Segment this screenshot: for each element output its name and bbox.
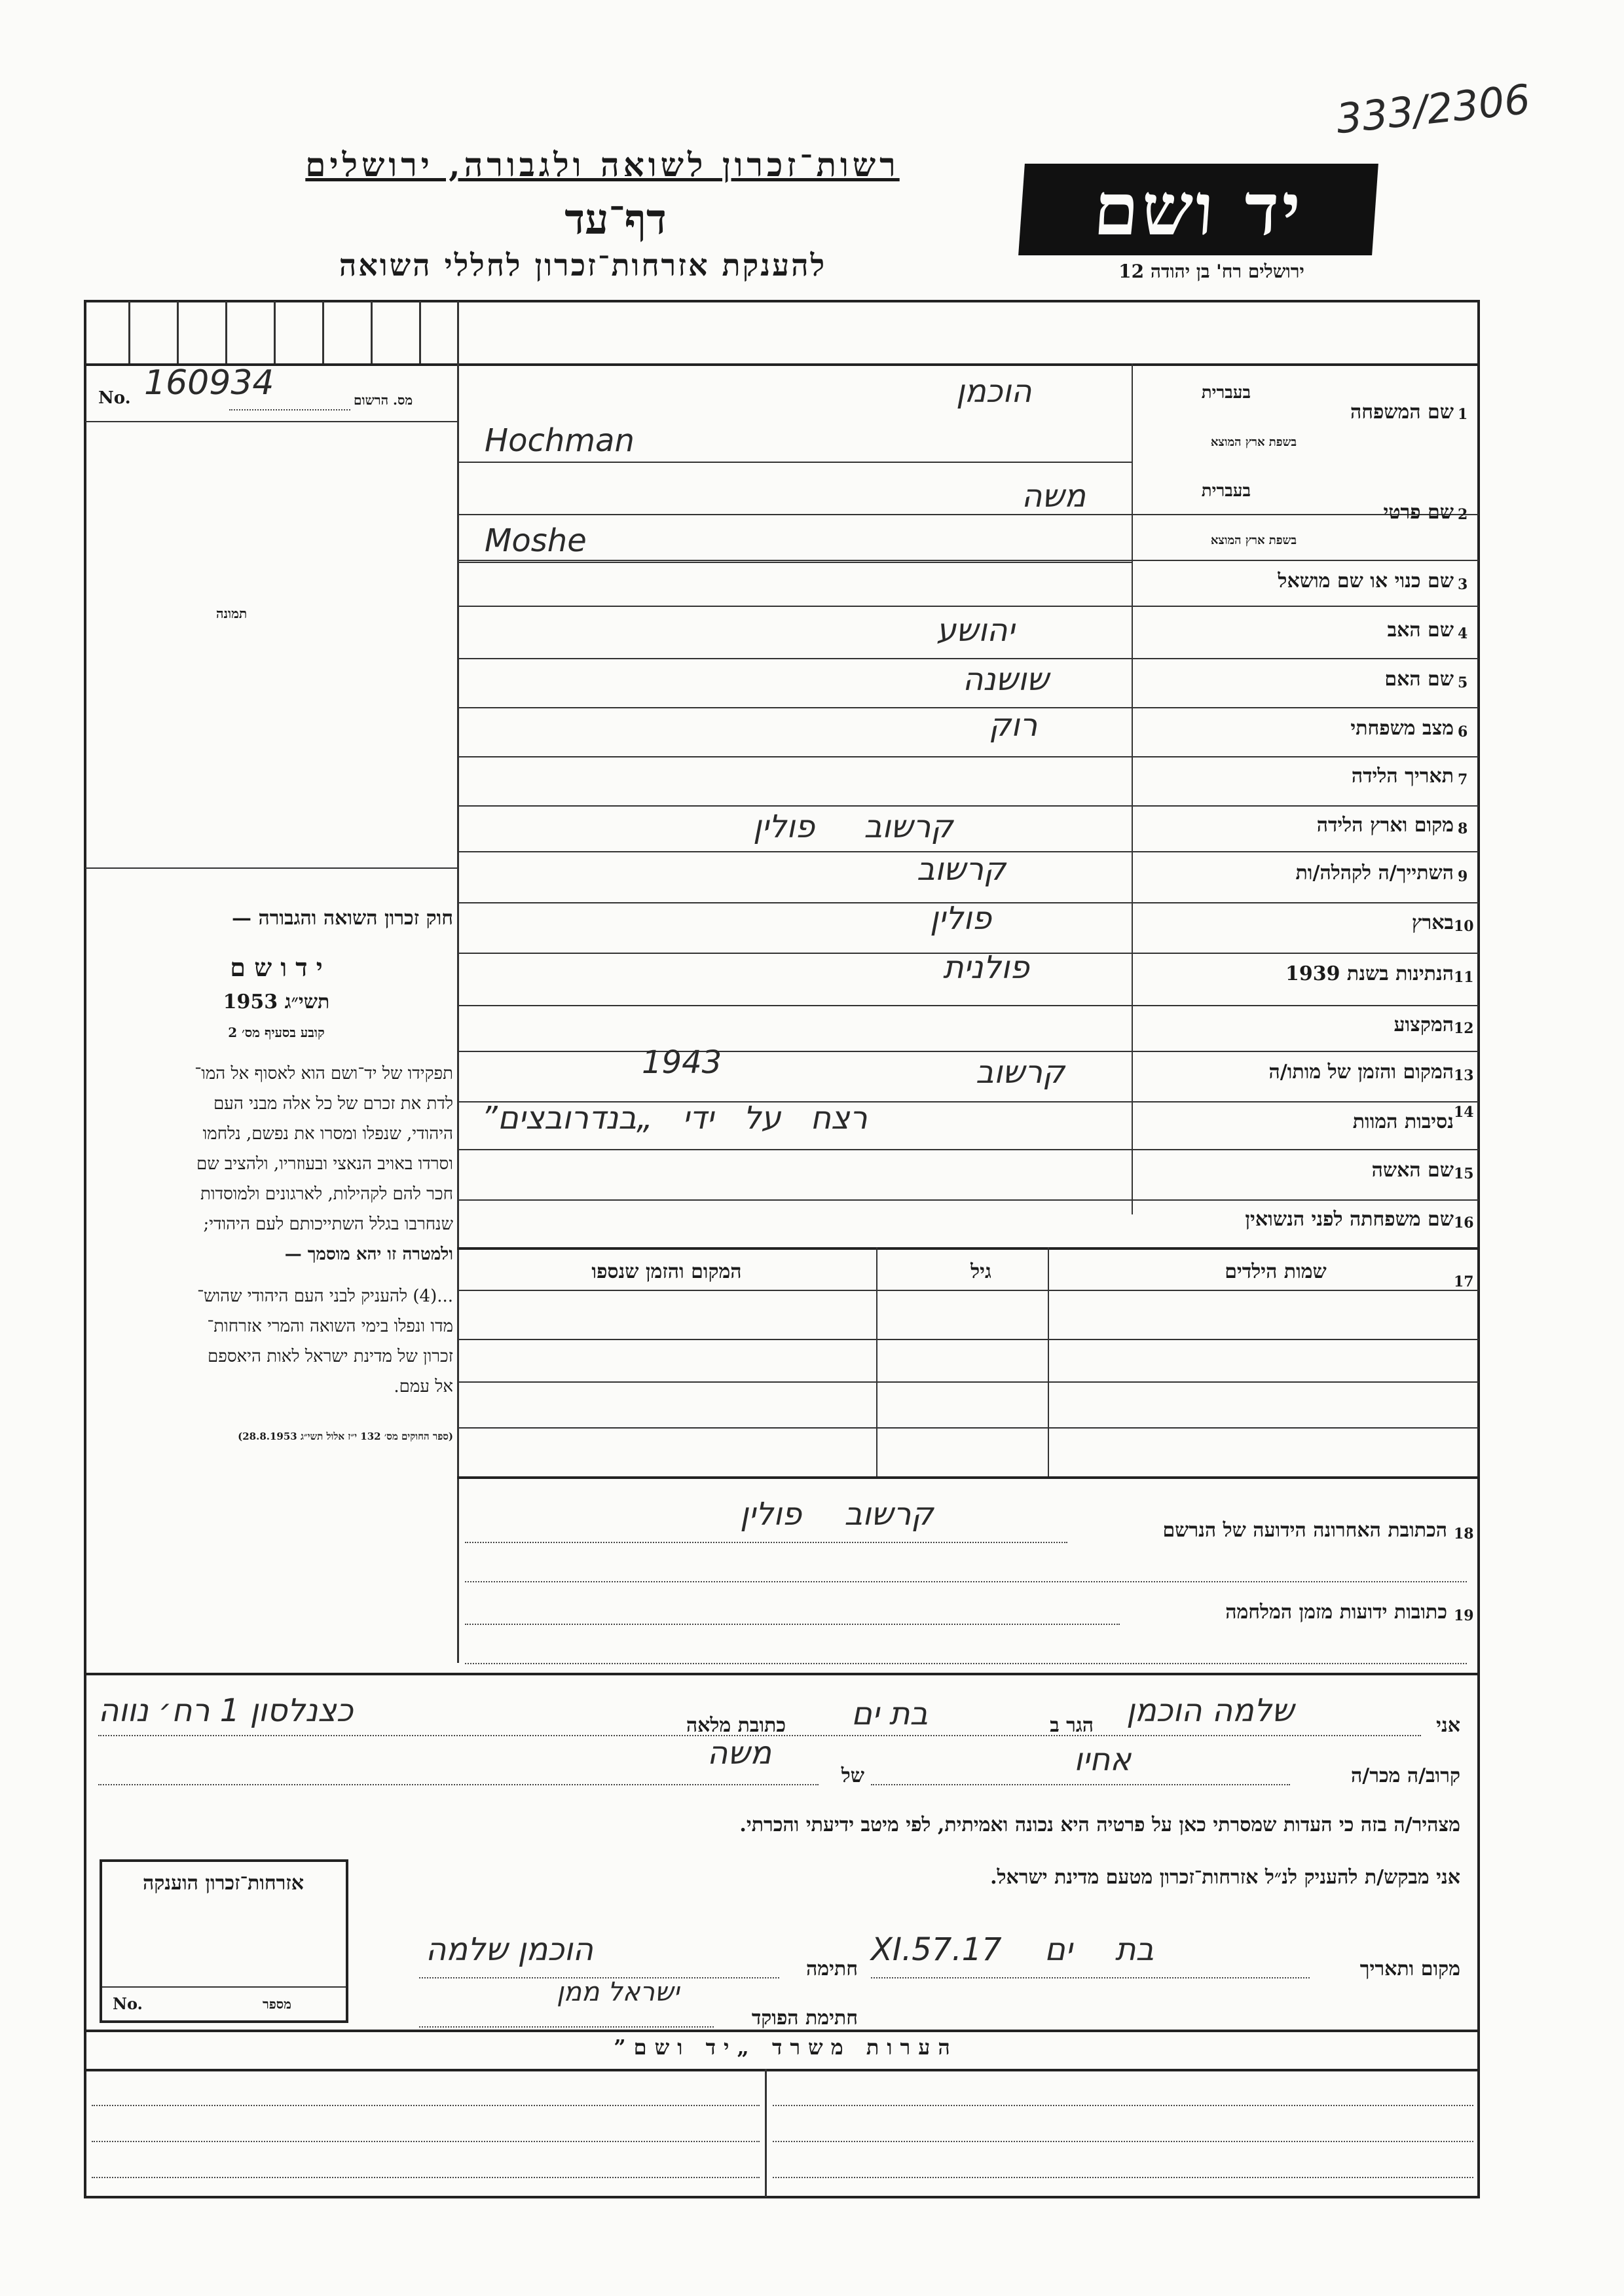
law-year: תשי״ג 1953	[223, 991, 330, 1013]
row-line	[457, 658, 1479, 659]
law-title: חוק זכרון השואה והגבורה —	[232, 907, 453, 930]
decl-resides-label: הגר ב	[1050, 1714, 1094, 1737]
field-19-number: 19	[1454, 1607, 1474, 1624]
form-subtitle: להענקת אזרחות־זכרון לחללי השואה	[339, 247, 827, 283]
field-17-number: 17	[1454, 1273, 1474, 1290]
law-line: שנחרבו בגלל השתייכותם לעם היהודי;	[203, 1214, 453, 1234]
registration-label: מס. הרשום	[354, 392, 413, 408]
field-12-label: המקצוע	[1393, 1013, 1454, 1036]
tick	[371, 301, 373, 363]
photo-label: תמונה	[216, 606, 248, 621]
decl-request: אני מבקש/ת להעניק לנ״ל אזרחות־זכרון מטעם מדינת ישראל.	[990, 1866, 1460, 1889]
photo-area-bottom	[85, 867, 457, 869]
field-10-number: 10	[1454, 918, 1474, 935]
field-10-value: פולין	[930, 900, 992, 937]
registration-dotted	[229, 409, 350, 410]
law-line: ולמטרה זו יהא מוסמך —	[284, 1245, 453, 1264]
decl-place-date-value: בת ים 17.XI.57	[871, 1931, 1154, 1968]
decl-official-value: ישראל ממן	[557, 1977, 680, 2007]
decl-place-date-label: מקום ותאריך	[1359, 1958, 1460, 1980]
office-notes-dotted	[92, 2177, 760, 2178]
field-2-label: שם פרטי	[1383, 501, 1454, 524]
registration-underline	[85, 421, 457, 422]
authority-name: רשות־זכרון לשואה ולגבורה, ירושלים	[305, 145, 900, 184]
tick	[274, 301, 276, 363]
form-title: דף־עד	[564, 195, 667, 244]
law-clause: קובע בסעיף מס׳ 2	[228, 1025, 325, 1040]
office-notes-header-line	[85, 2069, 1479, 2071]
field-1-value-hebrew: הוכמן	[956, 373, 1032, 410]
decl-signature-value: הוכמן שלמה	[426, 1931, 594, 1968]
row-line	[457, 562, 1132, 563]
field-8-number: 8	[1458, 820, 1468, 837]
decl-city: בת ים	[851, 1696, 929, 1732]
field-16-label: שם משפחתה לפני הנשואין	[1245, 1208, 1454, 1231]
office-notes-dotted	[92, 2141, 760, 2142]
field-13-number: 13	[1454, 1067, 1474, 1084]
tick	[177, 301, 179, 363]
field-9-value: קרשוב	[917, 851, 1006, 888]
tick	[128, 301, 130, 363]
yad-vashem-logo	[1018, 164, 1378, 255]
field-3-number: 3	[1458, 576, 1468, 593]
field-2-value-hebrew: משה	[1022, 478, 1086, 515]
decl-declarant-name: שלמה הוכמן	[1126, 1692, 1295, 1729]
logo-text: יד ושם	[1091, 167, 1306, 251]
field-15-number: 15	[1454, 1165, 1474, 1182]
field-1-hebrew-label: בעברית	[1201, 383, 1251, 403]
field-6-value: רוק	[989, 707, 1038, 744]
field-4-value: יהושע	[936, 612, 1015, 649]
children-row-line	[457, 1381, 1479, 1383]
field-14-label: נסיבות המוות	[1352, 1110, 1454, 1133]
field-7-label: תאריך הלידה	[1351, 765, 1454, 788]
granted-box-line	[102, 1986, 346, 1988]
law-reference: (ספר החוקים מס׳ 132 י״ז אלול תשי״ג 28.8.1953)	[238, 1430, 453, 1442]
field-11-number: 11	[1454, 969, 1474, 986]
field-6-label: מצב משפחתי	[1350, 717, 1454, 740]
handwritten-archive-number: 333/2306	[1333, 75, 1533, 143]
field-9-number: 9	[1458, 868, 1468, 885]
field-12-number: 12	[1454, 1020, 1474, 1037]
field-19-dotted	[465, 1624, 1120, 1625]
field-18-number: 18	[1454, 1525, 1474, 1542]
office-notes-top	[85, 2030, 1479, 2032]
office-notes-divider	[765, 2069, 767, 2197]
row-line	[457, 1199, 1479, 1201]
field-18-dotted	[465, 1542, 1067, 1543]
field-13-value-year: 1943	[642, 1044, 722, 1081]
field-1-number: 1	[1458, 406, 1468, 423]
decl-statement: מצהיר/ה בזה כי העדות שמסרתי כאן על פרטיה היא נכונה ואמיתית, לפי מיטב ידיעתי והכרתי.	[739, 1813, 1460, 1836]
granted-box-number-label: מספר	[263, 1996, 291, 2012]
office-notes-dotted	[92, 2105, 760, 2106]
children-row-line	[457, 1427, 1479, 1429]
field-13-label: המקום והזמן של מותו/ה	[1268, 1061, 1454, 1084]
row-line	[457, 805, 1479, 807]
field-11-label: הנתינות בשנת 1939	[1285, 962, 1454, 985]
law-line: תפקידו של יד־ושם הוא לאסוף אל המו־	[194, 1064, 453, 1084]
field-10-label: בארץ	[1411, 911, 1454, 934]
law-name: י ד ו ש ם	[230, 953, 323, 982]
row-line	[457, 560, 1479, 561]
tick	[419, 301, 421, 363]
field-19-dotted	[465, 1663, 1467, 1664]
law-line: וסרדו באויב הנאצי ובעוזריו, ולהציב שם	[196, 1154, 453, 1174]
granted-box-title: אזרחות־זכרון הוענקה	[142, 1872, 304, 1895]
children-col-divider	[876, 1247, 877, 1478]
decl-dotted-date	[871, 1977, 1310, 1978]
field-5-value: שושנה	[963, 661, 1049, 698]
decl-relation: אחיו	[1074, 1741, 1132, 1778]
field-2-origin-label: בשפת ארץ המוצא	[1210, 534, 1297, 547]
row-line	[457, 707, 1479, 708]
field-5-number: 5	[1458, 674, 1468, 691]
law-line: לדת את זכרם של כל אלה מבני העם	[213, 1094, 453, 1114]
children-header-line	[457, 1290, 1479, 1291]
field-4-label: שם האב	[1387, 619, 1454, 642]
law-text-block	[92, 907, 453, 1463]
decl-address-value: כצנלסון 1 רח׳ נווה	[98, 1692, 354, 1729]
field-6-number: 6	[1458, 723, 1468, 740]
children-col-names: שמות הילדים	[1225, 1260, 1327, 1283]
office-notes-dotted	[773, 2177, 1473, 2178]
logo-address: ירושלים רח' בן יהודה 12	[1118, 261, 1304, 282]
field-19-label: כתובות ידועות מזמן המלחמה	[1225, 1601, 1447, 1624]
decl-official-label: חתימת הפוקד	[751, 2007, 858, 2030]
field-8-value: קרשוב פולין	[753, 809, 953, 845]
decl-dotted-official	[419, 2026, 714, 2028]
field-1-value-latin: Hochman	[485, 422, 635, 459]
field-18-label: הכתובת האחרונה הידועה של הנרשם	[1162, 1519, 1447, 1542]
office-notes-title: הערות משרד „יד ושם”	[614, 2035, 958, 2060]
row-line	[457, 1051, 1479, 1052]
decl-of-label: של	[841, 1764, 864, 1787]
law-line: זכרון של מדינת ישראל לאות היאספם	[208, 1347, 453, 1366]
registration-box	[85, 363, 457, 421]
field-4-number: 4	[1458, 625, 1468, 642]
law-line: היהודי, שנפלו ומסרו את נפשם, נלחמו	[202, 1124, 453, 1144]
children-bottom-line	[457, 1476, 1479, 1479]
law-line: אל עמם.	[394, 1377, 453, 1396]
children-col-age: גיל	[970, 1260, 991, 1283]
tick	[225, 301, 227, 363]
decl-full-address-label: כתובת מלאה	[686, 1714, 786, 1737]
decl-dotted-2	[98, 1784, 819, 1785]
field-15-label: שם האשה	[1371, 1159, 1454, 1182]
field-14-value: רצח על ידי „בנדרובצים”	[481, 1100, 868, 1137]
row-line	[457, 1005, 1479, 1006]
field-5-label: שם האם	[1384, 668, 1454, 691]
field-1-label: שם המשפחה	[1350, 401, 1454, 424]
law-line: מדו ונפלו בימי השואה והמרי אזרחות־	[207, 1317, 453, 1336]
field-14-number: 14	[1454, 1104, 1474, 1121]
field-8-label: מקום וארץ הלידה	[1316, 814, 1454, 837]
row-line	[457, 606, 1479, 607]
field-2-value-latin: Moshe	[485, 522, 587, 559]
field-7-number: 7	[1458, 771, 1468, 788]
decl-of-name: משה	[707, 1735, 771, 1772]
field-1-origin-label: בשפת ארץ המוצא	[1210, 435, 1297, 449]
address-bottom-line	[85, 1673, 1479, 1675]
row-line	[457, 462, 1132, 463]
field-11-value: פולנית	[943, 949, 1029, 986]
field-18-value: קרשוב פולין	[740, 1496, 934, 1533]
field-13-value-place: קרשוב	[976, 1054, 1065, 1091]
children-table	[457, 1247, 1479, 1478]
law-line: ...(4) להעניק לבני העם היהודי שהוש־	[197, 1286, 453, 1306]
row-line	[457, 756, 1479, 757]
registration-number: 160934	[144, 363, 274, 403]
label-column-divider	[1132, 363, 1133, 1214]
field-3-label: שם כנוי או שם מושאל	[1278, 570, 1454, 592]
tick	[322, 301, 324, 363]
granted-box	[100, 1859, 348, 2023]
decl-ani: אני	[1436, 1714, 1460, 1737]
granted-box-no-label: No.	[113, 1994, 143, 2013]
registration-no-label: No.	[98, 388, 131, 408]
office-notes-dotted	[773, 2141, 1473, 2142]
field-2-number: 2	[1458, 506, 1468, 523]
field-2-hebrew-label: בעברית	[1201, 481, 1251, 501]
children-col-place: המקום והזמן שנספו	[591, 1260, 742, 1283]
decl-dotted-3	[871, 1784, 1290, 1785]
office-notes-dotted	[773, 2105, 1473, 2106]
decl-signature-label: חתימה	[806, 1958, 858, 1980]
law-line: חכר להם לקהילות, לארגונים ולמוסדות	[200, 1184, 453, 1204]
field-9-label: השתייך/ה לקהלה/ות	[1295, 862, 1454, 884]
children-row-line	[457, 1339, 1479, 1340]
decl-relative-label: קרוב/ה מכר/ה	[1351, 1764, 1460, 1787]
children-col-divider	[1048, 1247, 1049, 1478]
field-18-dotted	[465, 1581, 1467, 1582]
row-line	[457, 1149, 1479, 1150]
field-16-number: 16	[1454, 1214, 1474, 1231]
